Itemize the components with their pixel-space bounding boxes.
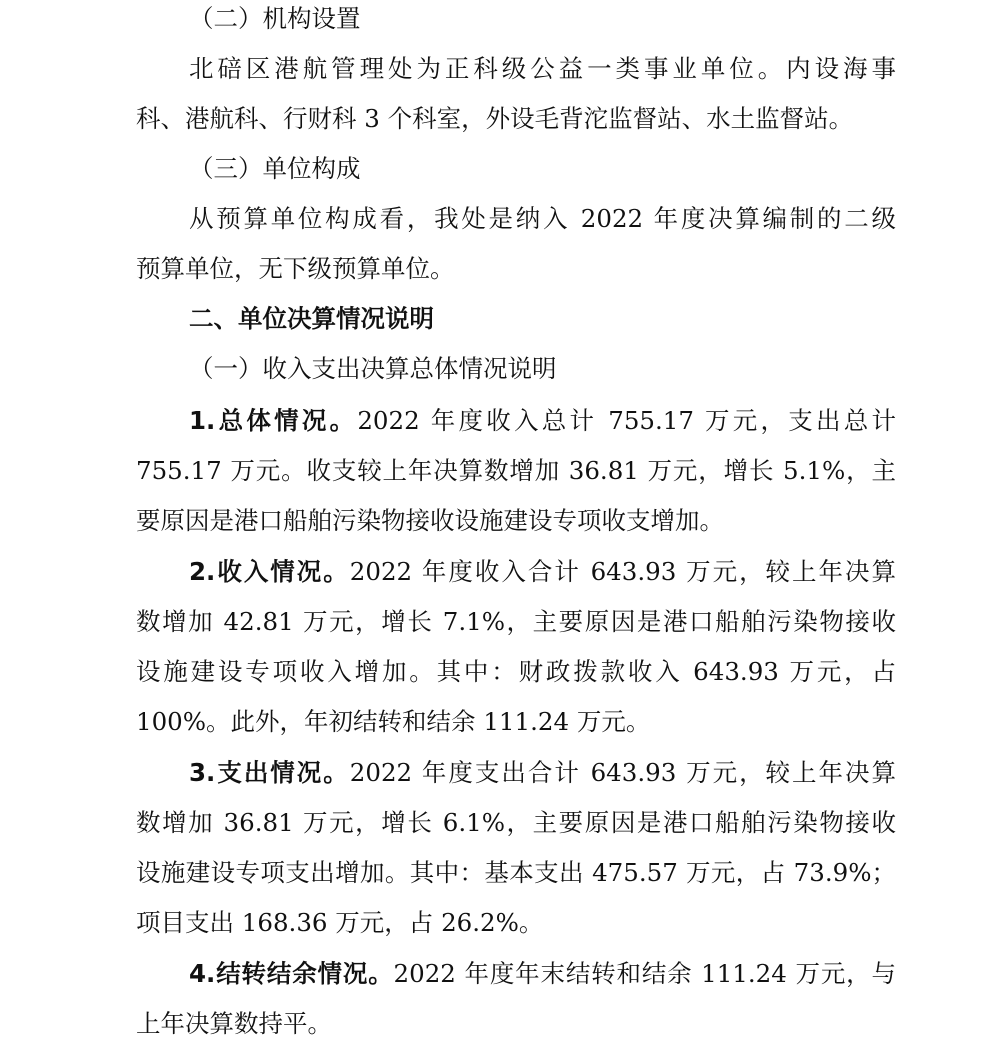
overall-paragraph-line-1 [189,404,896,438]
expense-line-1-text: 2022 年度支出合计 643.93 万元，较上年决算 [349,758,896,787]
income-paragraph-line-3: 设施建设专项收入增加。其中：财政拨款收入 643.93 万元，占 [136,657,896,686]
income-paragraph-line-1 [189,555,896,589]
carryover-paragraph-line-2: 上年决算数持平。 [136,1009,332,1038]
expense-paragraph-line-1 [189,756,896,790]
carryover-paragraph-line-1 [189,957,896,991]
org-paragraph-line-2: 科、港航科、行财科 3 个科室，外设毛背沱监督站、水土监督站。 [136,104,854,133]
part-two-subsection-title: （一）收入支出决算总体情况说明 [189,354,557,383]
unit-paragraph-line-2: 预算单位，无下级预算单位。 [136,254,455,283]
carryover-line-1-text: 2022 年度年末结转和结余 111.24 万元，与 [393,959,896,988]
part-two-title: 二、单位决算情况说明 [189,304,434,333]
income-line-1-text: 2022 年度收入合计 643.93 万元，较上年决算 [349,557,896,586]
org-paragraph-line-1: 北碚区港航管理处为正科级公益一类事业单位。内设海事 [189,54,896,83]
section-unit-title: （三）单位构成 [189,154,361,183]
expense-paragraph-line-4: 项目支出 168.36 万元，占 26.2%。 [136,908,544,937]
overall-paragraph-line-3: 要原因是港口船舶污染物接收设施建设专项收支增加。 [136,506,724,535]
overall-lead: 1.总体情况。 [189,406,358,435]
income-lead: 2.收入情况。 [189,557,350,586]
expense-paragraph-line-3: 设施建设专项支出增加。其中：基本支出 475.57 万元，占 73.9%； [136,858,896,887]
unit-paragraph-line-1: 从预算单位构成看，我处是纳入 2022 年度决算编制的二级 [189,204,896,233]
overall-line-1-text: 2022 年度收入总计 755.17 万元，支出总计 [357,406,896,435]
carryover-lead: 4.结转结余情况。 [189,959,394,988]
income-paragraph-line-2: 数增加 42.81 万元，增长 7.1%，主要原因是港口船舶污染物接收 [136,607,896,636]
section-org-title: （二）机构设置 [189,4,361,33]
expense-paragraph-line-2: 数增加 36.81 万元，增长 6.1%，主要原因是港口船舶污染物接收 [136,808,896,837]
overall-paragraph-line-2: 755.17 万元。收支较上年决算数增加 36.81 万元，增长 5.1%，主 [136,456,896,485]
income-paragraph-line-4: 100%。此外，年初结转和结余 111.24 万元。 [136,707,651,736]
expense-lead: 3.支出情况。 [189,758,350,787]
